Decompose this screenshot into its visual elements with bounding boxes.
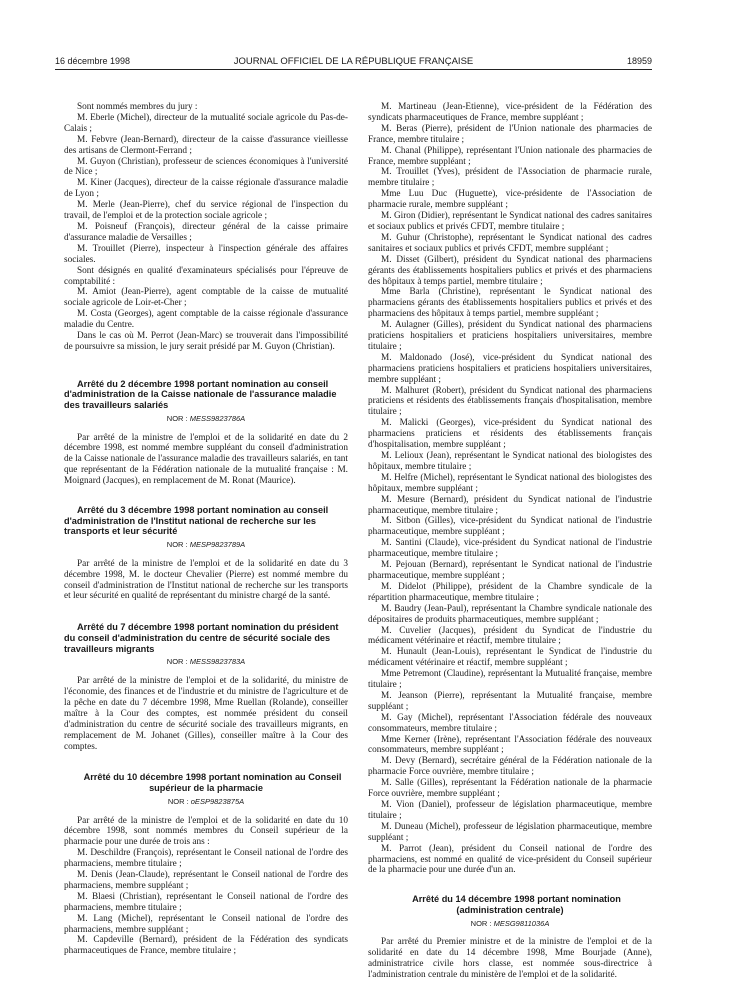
paragraph: Mme Barla (Christine), représentant le Syndicat national des pharmaciens gérants des établissements hospitaliers publics et privés et des pharmaciens des hôpitaux à temps partiel, membre suppléant ; xyxy=(368,287,652,320)
nor-label: NOR : xyxy=(166,539,190,549)
paragraph: M. Malicki (Georges), vice-président du Syndicat national des pharmaciens praticiens et résidents des établissements français d'hospitalisation, membre suppléant ; xyxy=(368,418,652,451)
page-header xyxy=(55,56,652,68)
paragraph: M. Poisneuf (François), directeur général de la caisse primaire d'assurance maladie de Versailles ; xyxy=(64,221,348,243)
paragraph: M. Eberle (Michel), directeur de la mutualité sociale agricole du Pas-de-Calais ; xyxy=(64,112,348,134)
paragraph: M. Pejouan (Bernard), représentant le Syndicat national de l'industrie pharmaceutique, membre suppléant ; xyxy=(368,560,652,581)
paragraph: M. Amiot (Jean-Pierre), agent comptable de la caisse de mutualité sociale agricole de Loir-et-Cher ; xyxy=(64,287,348,309)
paragraph: M. Devy (Bernard), secrétaire général de la Fédération nationale de la pharmacie Force ouvrière, membre titulaire ; xyxy=(368,756,652,778)
paragraph: M. Chanal (Philippe), représentant l'Union nationale des pharmacies de France, membre suppléant ; xyxy=(368,145,652,167)
paragraph: M. Duneau (Michel), professeur de législation pharmaceutique, membre suppléant ; xyxy=(368,821,652,843)
paragraph: M. Giron (Didier), représentant le Syndicat national des cadres sanitaires et sociaux publics et privés CFDT, membre titulaire ; xyxy=(368,211,652,232)
nor-label: NOR : xyxy=(166,657,190,667)
decree-heading: Arrêté du 10 décembre 1998 portant nomination au Conseil supérieur de la pharmacie xyxy=(83,772,342,793)
paragraph: M. Denis (Jean-Claude), représentant le Conseil national de l'ordre des pharmaciens, membre suppléant ; xyxy=(64,870,348,891)
nor-reference xyxy=(368,919,652,930)
paragraph: Dans le cas où M. Perrot (Jean-Marc) se trouverait dans l'impossibilité de poursuivre sa mission, le jury serait présidé par M. Guyon (Christian). xyxy=(64,331,348,352)
nor-reference xyxy=(64,540,348,551)
decree-heading: Arrêté du 3 décembre 1998 portant nomination au conseil d'administration de l'Institut national de recherche sur les transports et leur sécurité xyxy=(64,505,329,537)
nor-code: oESP9823875A xyxy=(190,796,245,806)
paragraph: M. Trouillet (Yves), président de l'Association de pharmacie rurale, membre titulaire ; xyxy=(368,167,652,189)
paragraph: M. Costa (Georges), agent comptable de la caisse régionale d'assurance maladie du Centre. xyxy=(64,309,348,331)
paragraph: M. Sitbon (Gilles), vice-président du Syndicat national de l'industrie pharmaceutique, membre suppléant ; xyxy=(368,516,652,538)
left-column xyxy=(64,102,348,957)
paragraph: M. Vion (Daniel), professeur de législation pharmaceutique, membre titulaire ; xyxy=(368,800,652,821)
paragraph: Sont désignés en qualité d'examinateurs spécialisés pour l'épreuve de comptabilité : xyxy=(64,265,348,287)
nor-reference xyxy=(64,414,348,425)
paragraph: M. Maldonado (José), vice-président du Syndicat national des pharmaciens praticiens hospitaliers et praticiens hospitaliers universitaires, membre suppléant ; xyxy=(368,352,652,385)
paragraph: Par arrêté de la ministre de l'emploi et de la solidarité en date du 2 décembre 1998, est nommé membre suppléant du conseil d'administration de la Caisse nationale de l'assurance maladie des travailleurs salariés, en tant que représentant de la Fédération nationale de la mutualité française : M. Moignard (Jacques), en remplacement de M. Ronat (Maurice). xyxy=(64,432,348,487)
paragraph: M. Lang (Michel), représentant le Conseil national de l'ordre des pharmaciens, membre suppléant ; xyxy=(64,913,348,935)
decree-heading: Arrêté du 7 décembre 1998 portant nomination du président du conseil d'administration du centre de sécurité sociale des travailleurs migrants xyxy=(64,622,339,654)
paragraph: M. Santini (Claude), vice-président du Syndicat national de l'industrie pharmaceutique, membre titulaire ; xyxy=(368,538,652,560)
paragraph: M. Guhur (Christophe), représentant le Syndicat national des cadres sanitaires et sociaux publics et privés CFDT, membre suppléant ; xyxy=(368,232,652,254)
paragraph: M. Capdeville (Bernard), président de la Fédération des syndicats pharmaceutiques de France, membre titulaire ; xyxy=(64,935,348,957)
paragraph: Mme Kerner (Irène), représentant l'Association fédérale des nouveaux consommateurs, membre suppléant ; xyxy=(368,734,652,756)
paragraph: M. Aulagner (Gilles), président du Syndicat national des pharmaciens praticiens hospitaliers et praticiens hospitaliers universitaires, membre titulaire ; xyxy=(368,320,652,352)
paragraph: M. Mesure (Bernard), président du Syndicat national de l'industrie pharmaceutique, membre titulaire ; xyxy=(368,494,652,516)
paragraph: M. Guyon (Christian), professeur de sciences économiques à l'université de Nice ; xyxy=(64,156,348,178)
nor-label: NOR : xyxy=(470,918,494,928)
paragraph: M. Hunault (Jean-Louis), représentant le Syndicat de l'industrie du médicament vétérinaire et réactif, membre suppléant ; xyxy=(368,647,652,669)
paragraph: Par arrêté de la ministre de l'emploi et de la solidarité en date du 10 décembre 1998, sont nommés membres du Conseil supérieur de la pharmacie pour une durée de trois ans : xyxy=(64,815,348,848)
paragraph: Mme Luu Duc (Huguette), vice-présidente de l'Association de pharmacie rurale, membre suppléant ; xyxy=(368,189,652,211)
nor-code: MESS9823786A xyxy=(189,413,246,423)
paragraph: M. Parrot (Jean), président du Conseil national de l'ordre des pharmaciens, est nommé en qualité de vice-président du Conseil supérieur de la pharmacie pour une durée d'un an. xyxy=(368,843,652,876)
paragraph: Sont nommés membres du jury : xyxy=(77,102,198,112)
paragraph: Par arrêté du Premier ministre et de la ministre de l'emploi et de la solidarité en date du 14 décembre 1998, Mme Bourjade (Anne), administratrice civile hors classe, est nommée sous-directrice à l'administration centrale du ministère de l'emploi et de la solidarité. xyxy=(368,937,652,981)
paragraph: M. Merle (Jean-Pierre), chef du service régional de l'inspection du travail, de l'emploi et de la protection sociale agricole ; xyxy=(64,200,348,222)
nor-code: MESG9811036A xyxy=(493,918,550,928)
journal-title: JOURNAL OFFICIEL DE LA RÉPUBLIQUE FRANÇAISE xyxy=(233,56,474,67)
nor-reference xyxy=(64,657,348,668)
nor-label: NOR : xyxy=(166,413,190,423)
paragraph: M. Cuvelier (Jacques), président du Syndicat de l'industrie du médicament vétérinaire et réactif, membre titulaire ; xyxy=(368,625,652,647)
nor-code: MESS9823783A xyxy=(189,657,246,667)
paragraph: M. Salle (Gilles), représentant la Fédération nationale de la pharmacie Force ouvrière, membre suppléant ; xyxy=(368,778,652,800)
paragraph: Mme Petremont (Claudine), représentant la Mutualité française, membre titulaire ; xyxy=(368,669,652,691)
decree-heading: Arrêté du 14 décembre 1998 portant nomination (administration centrale) xyxy=(412,894,621,915)
header-rule xyxy=(55,69,652,70)
paragraph: M. Blaesi (Christian), représentant le Conseil national de l'ordre des pharmaciens, membre titulaire ; xyxy=(64,891,348,913)
nor-label: NOR : xyxy=(167,796,191,806)
paragraph: M. Deschildre (François), représentant le Conseil national de l'ordre des pharmaciens, membre titulaire ; xyxy=(64,848,348,870)
paragraph: M. Lelioux (Jean), représentant le Syndicat national des biologistes des hôpitaux, membre titulaire ; xyxy=(368,451,652,472)
paragraph: M. Beras (Pierre), président de l'Union nationale des pharmacies de France, membre titulaire ; xyxy=(368,123,652,145)
nor-reference xyxy=(64,797,348,808)
paragraph: M. Disset (Gilbert), président du Syndicat national des pharmaciens gérants des établissements hospitaliers publics et privés et des pharmaciens des hôpitaux à temps partiel, membre titulaire ; xyxy=(368,254,652,287)
header-date: 16 décembre 1998 xyxy=(55,56,131,66)
decree-heading: Arrêté du 2 décembre 1998 portant nomination au conseil d'administration de la Caisse nationale de l'assurance maladie des travailleurs salariés xyxy=(64,378,337,411)
paragraph: M. Trouillet (Pierre), inspecteur à l'inspection générale des affaires sociales. xyxy=(64,243,348,265)
page-number: 18959 xyxy=(626,56,652,66)
paragraph: M. Febvre (Jean-Bernard), directeur de la caisse d'assurance vieillesse des artisans de Clermont-Ferrand ; xyxy=(64,134,348,156)
paragraph: Par arrêté de la ministre de l'emploi et de la solidarité, du ministre de l'économie, des finances et de l'industrie et du ministre de l'agriculture et de la pêche en date du 7 décembre 1998, Mme Ruellan (Rolande), conseiller maître à la Cour des comptes, est nommée président du conseil d'administration du centre de sécurité sociale des travailleurs migrants, en remplacement de M. Johanet (Gilles), conseiller maître à la Cour des comptes. xyxy=(64,676,348,752)
paragraph: M. Baudry (Jean-Paul), représentant la Chambre syndicale nationale des dépositaires de produits pharmaceutiques, membre suppléant ; xyxy=(368,603,652,625)
nor-code: MESP9823789A xyxy=(189,539,246,549)
paragraph: M. Didelot (Philippe), président de la Chambre syndicale de la répartition pharmaceutique, membre titulaire ; xyxy=(368,581,652,603)
paragraph: M. Jeanson (Pierre), représentant la Mutualité française, membre suppléant ; xyxy=(368,690,652,712)
paragraph: M. Kiner (Jacques), directeur de la caisse régionale d'assurance maladie de Lyon ; xyxy=(64,178,348,200)
paragraph: M. Martineau (Jean-Etienne), vice-président de la Fédération des syndicats pharmaceutiques de France, membre suppléant ; xyxy=(368,102,652,123)
paragraph: Par arrêté de la ministre de l'emploi et de la solidarité en date du 3 décembre 1998, M. le docteur Chevalier (Pierre) est nommé membre du conseil d'administration de l'Institut national de recherche sur les transports et leur sécurité en qualité de représentant du ministre chargé de la santé. xyxy=(64,558,348,602)
paragraph: M. Gay (Michel), représentant l'Association fédérale des nouveaux consommateurs, membre titulaire ; xyxy=(368,712,652,734)
right-column xyxy=(368,102,652,981)
paragraph: M. Malhuret (Robert), président du Syndicat national des pharmaciens praticiens et résidents des établissements français d'hospitalisation, membre titulaire ; xyxy=(368,385,652,418)
paragraph: M. Helfre (Michel), représentant le Syndicat national des biologistes des hôpitaux, membre suppléant ; xyxy=(368,472,652,494)
